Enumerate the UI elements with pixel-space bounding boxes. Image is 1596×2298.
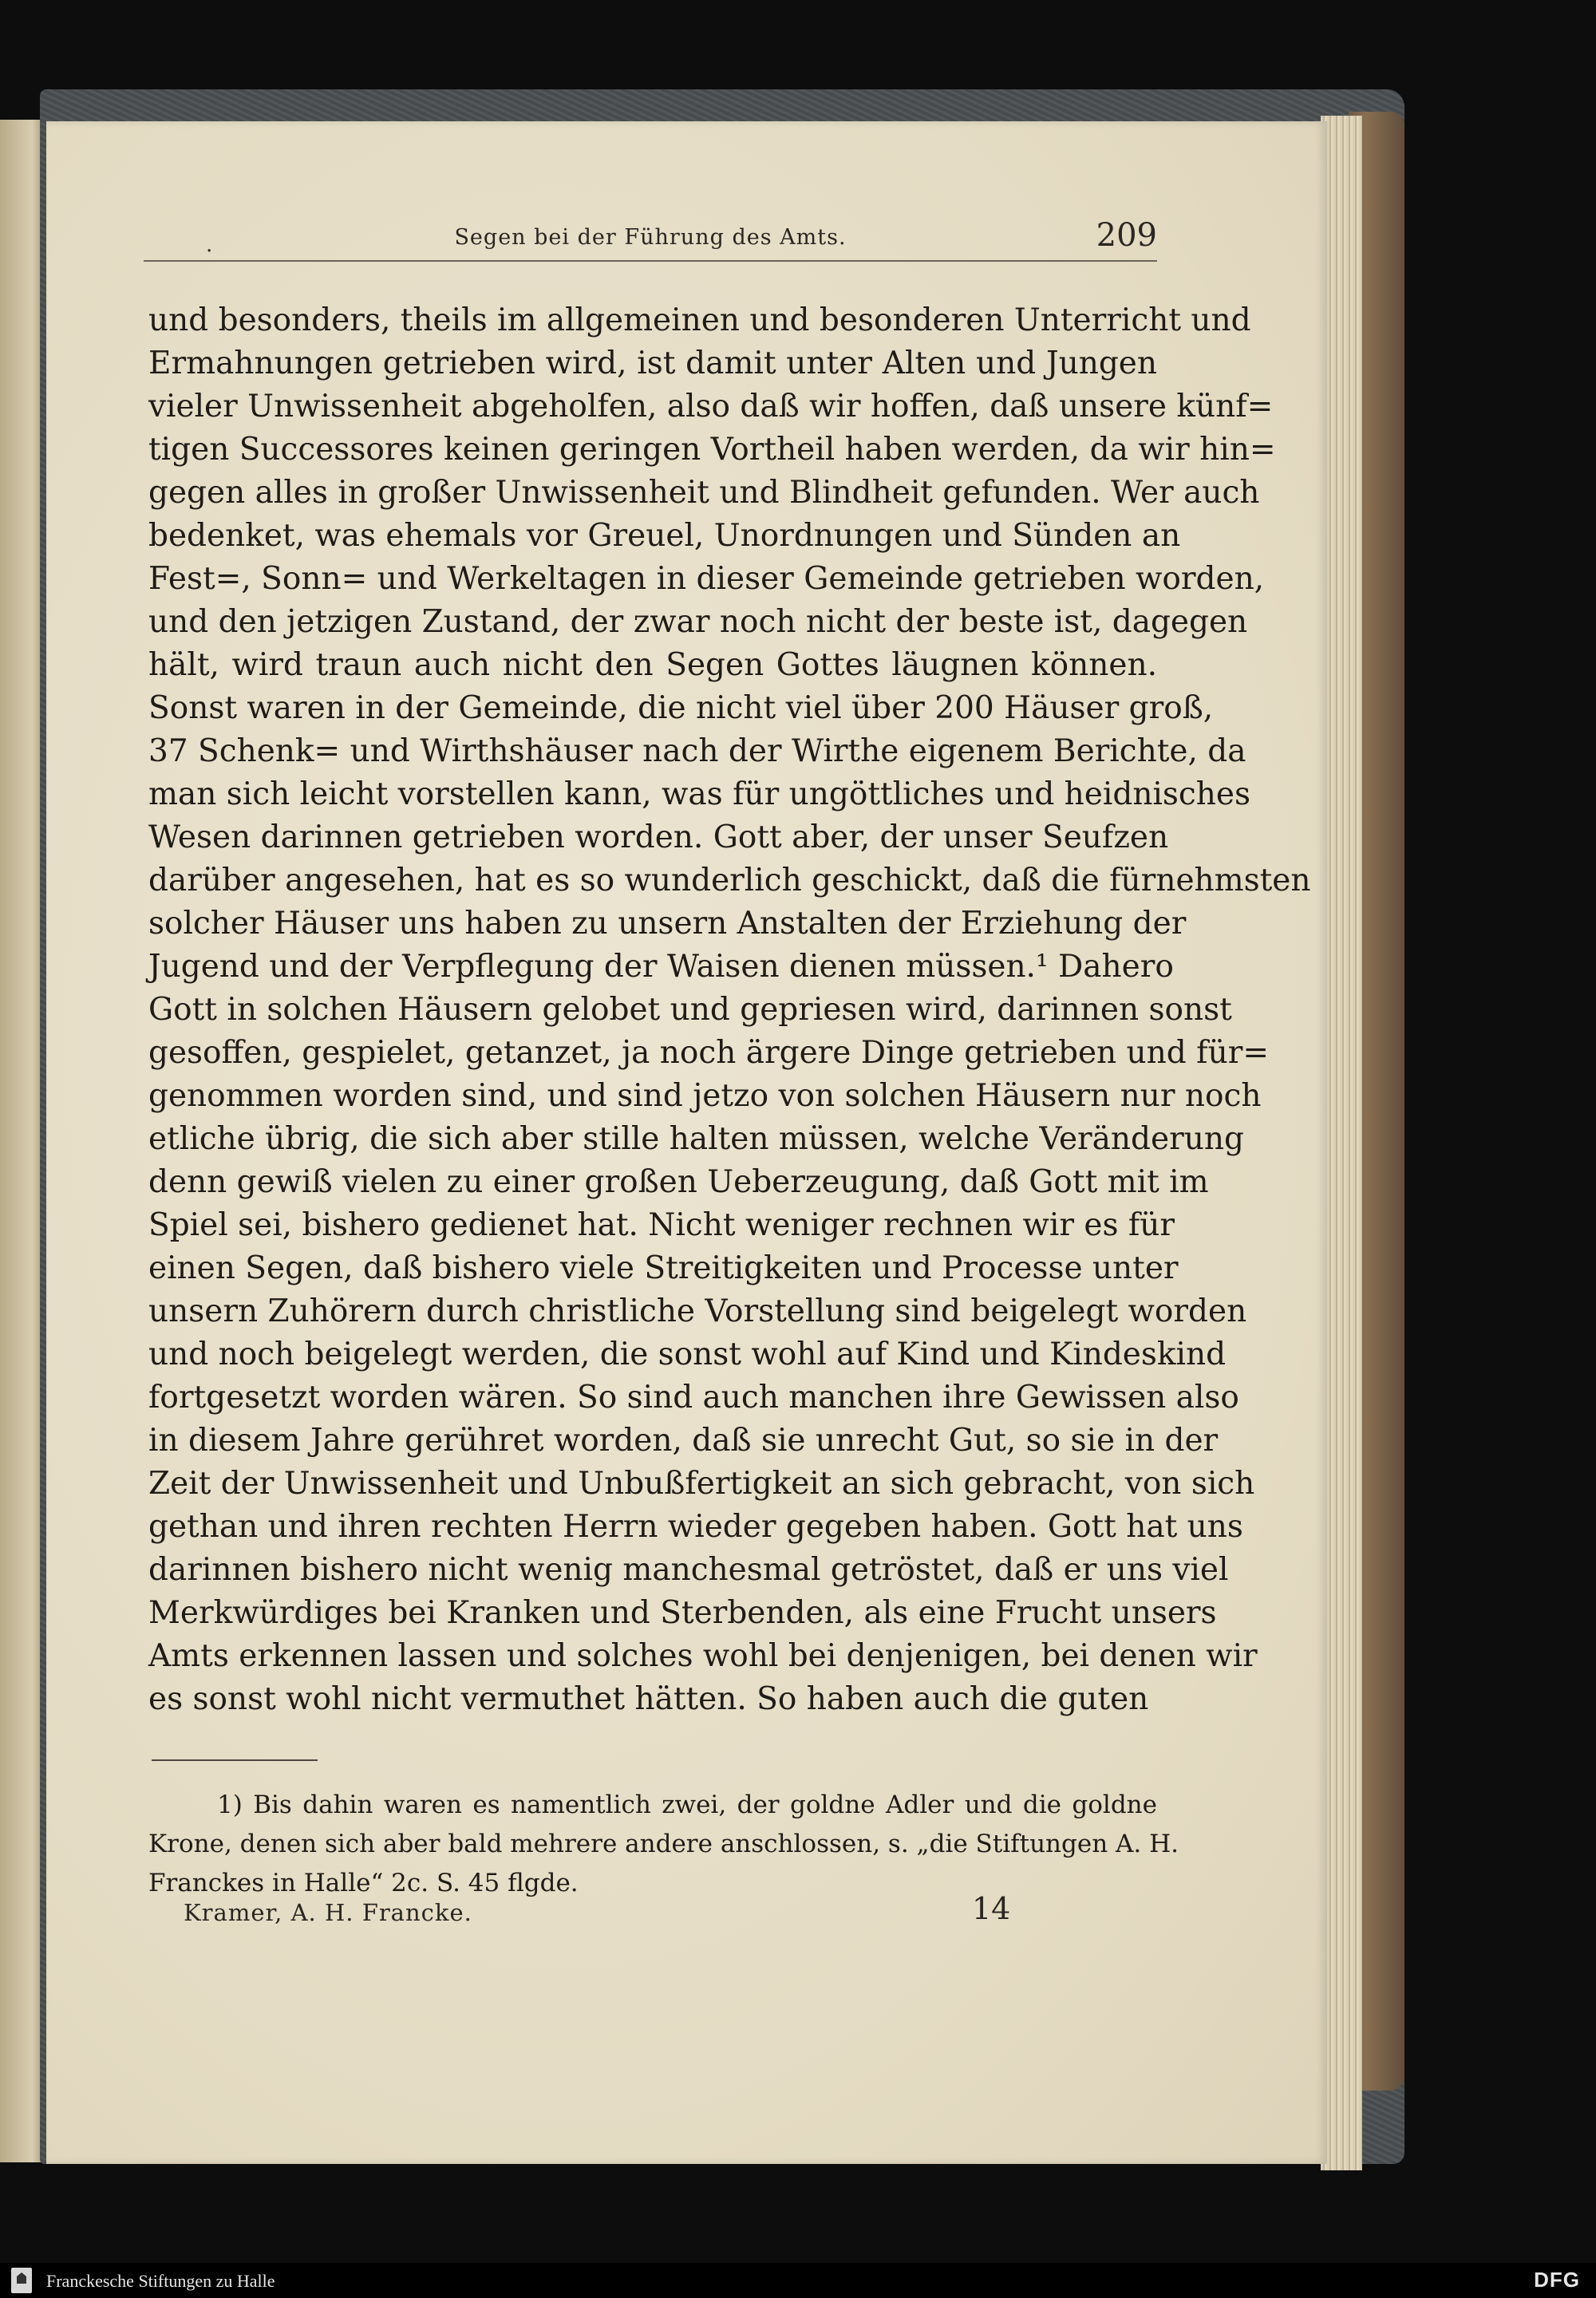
running-head-dot: . [206,233,213,257]
text-line: vieler Unwissenheit abgeholfen, also daß wir hoffen, daß unsere künf= [148,389,1274,424]
text-line: und besonders, theils im allgemeinen und besonderen Unterricht und [148,302,1251,338]
text-line: hält, wird traun auch nicht den Segen Gottes läugnen können. [148,647,1157,683]
text-line: Spiel sei, bishero gedienet hat. Nicht weniger rechnen wir es für [148,1207,1175,1243]
institution-name[interactable]: Franckesche Stiftungen zu Halle [46,2271,275,2291]
text-line: Zeit der Unwissenheit und Unbußfertigkeit an sich gebracht, von sich [148,1466,1255,1502]
text-line: tigen Successores keinen geringen Vortheil haben werden, da wir hin= [148,432,1276,468]
signature-author: Kramer, A. H. Francke. [184,1899,472,1926]
text-line: Merkwürdiges bei Kranken und Sterbenden, als eine Frucht unsers [148,1595,1217,1631]
text-line: 37 Schenk= und Wirthshäuser nach der Wirthe eigenem Berichte, da [148,733,1246,769]
footer-bar [0,2263,1596,2298]
text-line: es sonst wohl nicht vermuthet hätten. So haben auch die guten [148,1681,1149,1717]
text-line: unsern Zuhörern durch christliche Vorstellung sind beigelegt worden [148,1293,1247,1329]
text-line: Ermahnungen getrieben wird, ist damit unter Alten und Jungen [148,345,1157,381]
text-line: denn gewiß vielen zu einer großen Ueberzeugung, daß Gott mit im [148,1164,1209,1200]
page-number: 209 [1096,217,1157,254]
text-line: Fest=, Sonn= und Werkeltagen in dieser Gemeinde getrieben worden, [148,561,1265,597]
text-line: solcher Häuser uns haben zu unsern Anstalten der Erziehung der [148,906,1187,942]
text-line: und noch beigelegt werden, die sonst wohl auf Kind und Kindeskind [148,1337,1227,1372]
running-head-title: Segen bei der Führung des Amts. [454,225,847,250]
footnote-line: Franckes in Halle“ 2c. S. 45 flgde. [148,1869,579,1897]
text-line: Gott in solchen Häusern gelobet und gepriesen wird, darinnen sonst [148,992,1232,1028]
running-head [144,217,1157,265]
text-line: fortgesetzt worden wären. So sind auch manchen ihre Gewissen also [148,1380,1239,1416]
text-line: Sonst waren in der Gemeinde, die nicht viel über 200 Häuser groß, [148,690,1214,726]
text-line: bedenket, was ehemals vor Greuel, Unordnungen und Sünden an [148,518,1181,554]
text-line: man sich leicht vorstellen kann, was für ungöttliches und heidnisches [148,776,1250,812]
text-line: darinnen bishero nicht wenig manchesmal getröstet, daß er uns viel [148,1552,1229,1588]
text-line: gethan und ihren rechten Herrn wieder gegeben haben. Gott hat uns [148,1509,1243,1545]
text-line: etliche übrig, die sich aber stille halten müssen, welche Veränderung [148,1121,1244,1157]
header-rule [144,260,1157,262]
sheet-number: 14 [972,1891,1011,1926]
text-line: in diesem Jahre gerühret worden, daß sie unrecht Gut, so sie in der [148,1423,1219,1459]
text-line: gesoffen, gespielet, getanzet, ja noch ärgere Dinge getrieben und für= [148,1035,1270,1071]
footnote-rule [152,1759,318,1761]
footnote-line: Krone, denen sich aber bald mehrere andere anschlossen, s. „die Stiftungen A. H. [148,1830,1179,1858]
text-line: Wesen darinnen getrieben worden. Gott aber, der unser Seufzen [148,819,1169,855]
dfg-logo[interactable]: DFG [1534,2268,1580,2292]
text-line: Amts erkennen lassen und solches wohl bei denjenigen, bei denen wir [148,1638,1258,1674]
text-line: genommen worden sind, und sind jetzo von solchen Häusern nur noch [148,1078,1262,1114]
footnote [148,1786,1179,1903]
text-line: gegen alles in großer Unwissenheit und Blindheit gefunden. Wer auch [148,475,1260,511]
text-line: darüber angesehen, hat es so wunderlich geschickt, daß die fürnehmsten [148,863,1311,898]
body-text [148,299,1311,1721]
text-line: und den jetzigen Zustand, der zwar noch nicht der beste ist, dagegen [148,604,1248,640]
footnote-line: 1) Bis dahin waren es namentlich zwei, der goldne Adler und die goldne [217,1791,1157,1819]
institution-logo-icon[interactable] [11,2268,32,2293]
text-line: einen Segen, daß bishero viele Streitigkeiten und Processe unter [148,1250,1179,1286]
text-line: Jugend und der Verpflegung der Waisen dienen müssen.¹ Dahero [148,949,1174,985]
